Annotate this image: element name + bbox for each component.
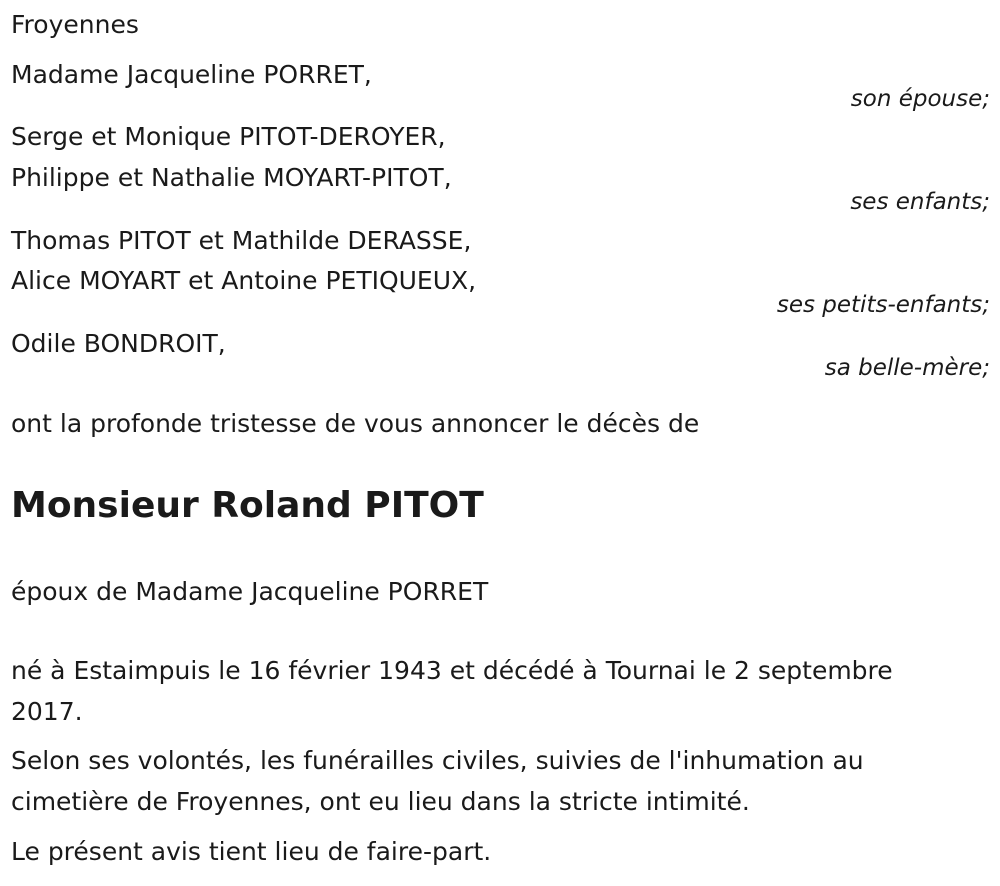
funeral-text: Selon ses volontés, les funérailles civiles, suivies de l'inhumation au	[11, 746, 864, 775]
family-member: Odile BONDROIT,	[11, 329, 226, 358]
relation-label: sa belle-mère;	[824, 355, 990, 381]
location-heading: Froyennes	[11, 10, 139, 39]
dates-line: né à Estaimpuis le 16 février 1943 et décédé à Tournai le 2 septembre	[11, 656, 893, 685]
spouse-line: époux de Madame Jacqueline PORRET	[11, 577, 489, 606]
relation-label: ses enfants;	[850, 189, 990, 215]
family-member: Alice MOYART et Antoine PETIQUEUX,	[11, 266, 477, 295]
family-member: Madame Jacqueline PORRET,	[11, 60, 372, 89]
funeral-text: cimetière de Froyennes, ont eu lieu dans la stricte intimité.	[11, 787, 750, 816]
family-member: Thomas PITOT et Mathilde DERASSE,	[11, 226, 472, 255]
family-member: Serge et Monique PITOT-DEROYER,	[11, 122, 446, 151]
deceased-name: Monsieur Roland PITOT	[11, 485, 484, 526]
relation-label: ses petits-enfants;	[776, 292, 990, 318]
dates-line: 2017.	[11, 697, 83, 726]
announcement-text: ont la profonde tristesse de vous annoncer le décès de	[11, 409, 700, 438]
relation-label: son épouse;	[850, 86, 990, 112]
closing-text: Le présent avis tient lieu de faire-part.	[11, 837, 492, 866]
family-member: Philippe et Nathalie MOYART-PITOT,	[11, 163, 452, 192]
